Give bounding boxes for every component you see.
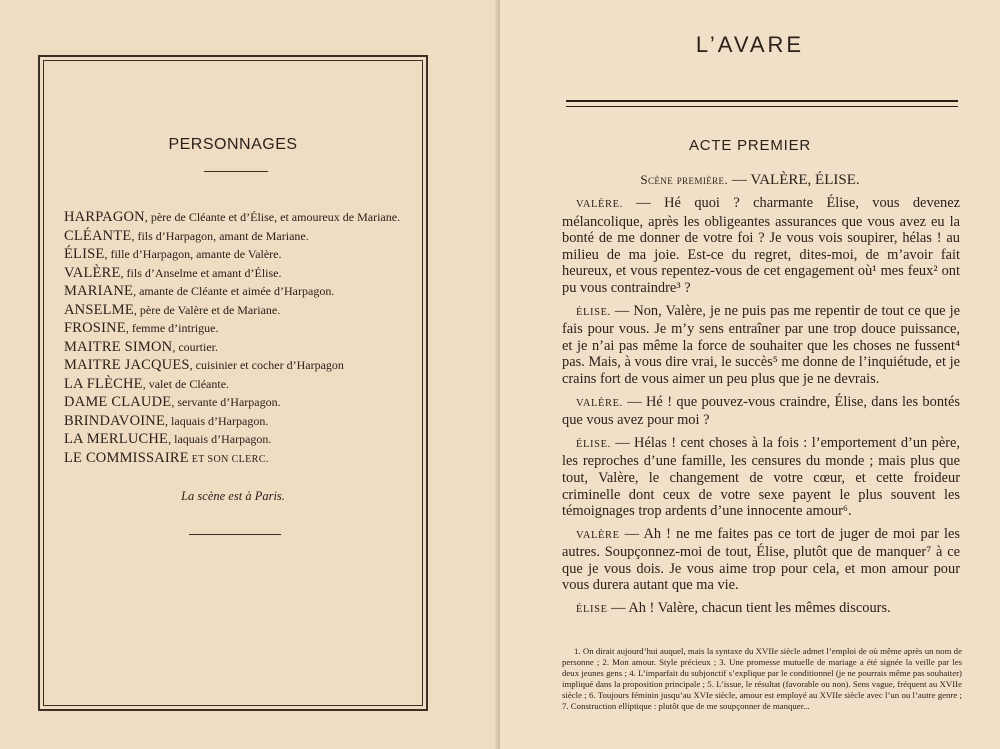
speaker-name: ÉLISE. bbox=[576, 306, 611, 318]
setting-note: La scène est à Paris. bbox=[181, 489, 285, 503]
footnotes bbox=[562, 646, 962, 712]
speaker-name: VALÈRE. bbox=[576, 397, 623, 409]
speech-text: — Non, Valère, je ne puis pas me repentir de tout ce que je fais pour vous. Je m’y sens entraîner par une trop douce puissance, et je n’ai pas même la force de souhaiter que les choses ne fussent⁴ pas. Mais, à vous dire vrai, le succès⁵ me donne de l’inquiétude, et je crains fort de vous aimer un peu plus que je ne devrais. bbox=[562, 302, 960, 387]
cast-frame bbox=[38, 55, 428, 711]
cast-entry: DAME CLAUDE, servante d’Harpagon. bbox=[64, 394, 281, 410]
right-page bbox=[500, 0, 1000, 749]
play-title: L’AVARE bbox=[695, 32, 805, 57]
speech bbox=[562, 394, 960, 429]
cast-entry: FROSINE, femme d’intrigue. bbox=[64, 320, 219, 336]
cast-frame-inner bbox=[43, 60, 423, 706]
cast-entry: MAITRE SIMON, courtier. bbox=[64, 338, 218, 355]
speech-text: — Hé ! que pouvez-vous craindre, Élise, dans les bontés que vous avez pour moi ? bbox=[562, 393, 960, 429]
cast-entry: ÉLISE, fille d’Harpagon, amante de Valère. bbox=[64, 246, 282, 262]
scene-title bbox=[500, 172, 1000, 189]
cast-entry: ANSELME, père de Valère et de Mariane. bbox=[64, 301, 281, 318]
speech bbox=[562, 600, 960, 619]
scene-number: Scène première. bbox=[640, 172, 729, 187]
cast-list bbox=[64, 208, 404, 468]
footnotes-text: 1. On dirait aujourd’hui auquel, mais la syntaxe du XVIIe siècle admet l’emploi de où même après un nom de personne ; 2. Mon amour. Style précieux ; 3. Une promesse mutuelle de mariage a été signée la veille par les deux jeunes gens ; 4. L’imparfait du subjonctif s’explique par le conditionnel (je ne pourrais même pas souhaiter) impliqué dans la proposition principale ; 5. L’issue, le résultat (favorable ou non). Sens vague, fréquent au XVIIe siècle ; 6. Toujours féminin jusqu’au XVIe siècle, amour est employé au XVIIe siècle avec l’un ou l’autre genre ; 7. Construction elliptique : plutôt que de me soupçonner de manquer... bbox=[562, 646, 962, 711]
cast-entry: MAITRE JACQUES, cuisinier et cocher d’Harpagon bbox=[64, 357, 344, 373]
dialogue bbox=[562, 195, 960, 625]
speaker-name: VALÈRE. bbox=[576, 199, 623, 210]
cast-entry: CLÉANTE, fils d’Harpagon, amant de Mariane. bbox=[64, 227, 309, 244]
speech-text: — Ah ! ne me faites pas ce tort de juger de moi par les autres. Soupçonnez-moi de tout, Élise, plutôt que de manquer⁷ à ce que je vous dois. Je vous aime trop pour cela, et mon amour pour vous durera autant que ma vie. bbox=[562, 525, 960, 594]
cast-entry: VALÈRE, fils d’Anselme et amant d’Élise. bbox=[64, 264, 282, 281]
cast-entry: LA MERLUCHE, laquais d’Harpagon. bbox=[64, 431, 272, 447]
speech bbox=[562, 526, 960, 594]
speech-text: — Ah ! Valère, chacun tient les mêmes discours. bbox=[607, 600, 891, 617]
title-double-rule bbox=[566, 100, 958, 107]
act-title: ACTE PREMIER bbox=[688, 137, 812, 154]
cast-entry: BRINDAVOINE, laquais d’Harpagon. bbox=[64, 412, 269, 429]
speaker-name: ÉLISE bbox=[576, 604, 608, 616]
speech bbox=[562, 303, 960, 388]
speech-text: — Hélas ! cent choses à la fois : l’emportement d’un père, les reproches d’une famille, les censures du monde ; mais plus que tout, Valère, le changement de votre cœur, et cette froideur criminelle dont ceux de votre sexe payent le plus souvent les témoignages trop ardents d’une innocente amour⁶. bbox=[562, 434, 960, 520]
cast-title: PERSONNAGES bbox=[168, 136, 298, 153]
speech bbox=[562, 195, 960, 297]
cast-title-rule bbox=[204, 171, 268, 172]
speaker-name: VALÈRE bbox=[576, 529, 620, 541]
speaker-name: ÉLISE. bbox=[576, 438, 611, 450]
closing-rule bbox=[189, 534, 281, 535]
cast-entry: LA FLÈCHE, valet de Cléante. bbox=[64, 375, 230, 392]
cast-entry: HARPAGON, père de Cléante et d’Élise, et amoureux de Mariane. bbox=[64, 209, 401, 225]
cast-entry: MARIANE, amante de Cléante et aimée d’Harpagon. bbox=[64, 283, 335, 299]
cast-entry: LE COMMISSAIRE ET SON CLERC. bbox=[64, 449, 269, 466]
scene-characters: — VALÈRE, ÉLISE. bbox=[728, 172, 860, 188]
speech-text: — Hé quoi ? charmante Élise, vous devenez mélancolique, après les obligeantes assurances que vous avez eu la bonté de me donner de votre foi ? Je vous vois soupirer, hélas ! au milieu de ma joie. Est-ce du regret, dites-moi, de m’avoir fait heureux, et vous repentez-vous de cet engagement où¹ mes feux² ont pu vous contraindre³ ? bbox=[562, 195, 960, 296]
speech bbox=[562, 435, 960, 520]
